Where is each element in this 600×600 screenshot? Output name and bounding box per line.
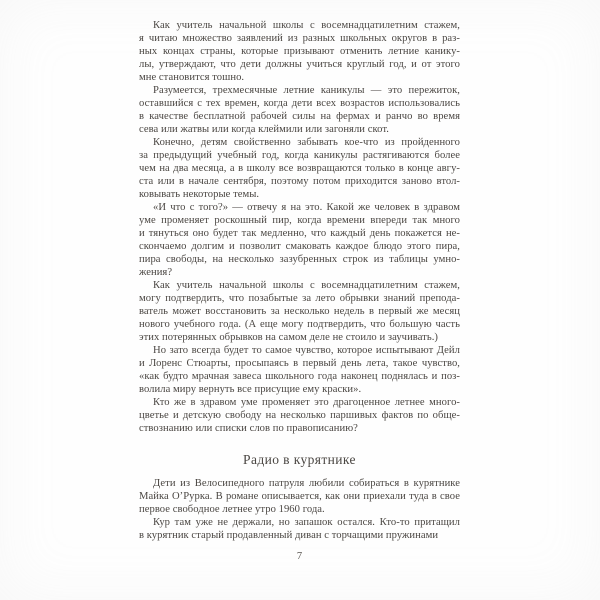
paragraph: [139, 136, 460, 201]
text-line: «И что с того?» — отвечу я на это. Какой же человек в здравом: [153, 202, 460, 213]
paragraph: [139, 279, 460, 344]
text-line: ковывать некоторые темы.: [139, 189, 260, 200]
paragraph: [139, 201, 460, 279]
text-line: Кур там уже не держали, но запашок остался. Кто-то притащил: [153, 517, 460, 528]
text-line: пира свободы, на несколько зазубренных строк из таблицы умно-: [139, 254, 460, 265]
text-line: могу подтвердить, что позабытые за лето обрывки знаний препода-: [139, 293, 460, 304]
text-line: волила миру вернуть все присущие ему краски».: [139, 384, 362, 395]
text-line: и тянуться оно будет так медленно, что каждый день покажется не-: [139, 228, 460, 239]
section-text-block: [139, 477, 460, 542]
section-heading: Радио в курятнике: [243, 452, 356, 467]
text-line: лы, утверждают, что дети должны учиться круглый год, и от этого: [139, 59, 460, 70]
text-line: ствознанию или списки слов по правописанию?: [139, 423, 358, 434]
paragraph: [139, 84, 460, 136]
text-line: Как учитель начальной школы с восемнадцатилетним стажем,: [153, 280, 460, 291]
paragraph: [139, 19, 460, 84]
paragraph: [139, 344, 460, 396]
text-line: «как будто мрачная завеса школьного года наконец поднялась и поз-: [139, 371, 460, 382]
text-line: скончаемо долгим и позволит смаковать каждое блюдо этого пира,: [139, 241, 460, 252]
text-line: Кто же в здравом уме променяет это драгоценное летнее много-: [153, 397, 460, 408]
text-line: жения?: [139, 267, 173, 278]
paragraph: [139, 396, 460, 435]
text-line: этих потерянных обрывков на самом деле не стоило и заучивать.): [139, 332, 439, 343]
text-line: сева или жатвы или когда клеймили или загоняли скот.: [139, 124, 389, 135]
text-line: Разумеется, трехмесячные летние каникулы — это пережиток,: [153, 85, 460, 96]
text-line: я читаю множество заявлений из разных школьных округов в раз-: [139, 33, 460, 44]
text-line: ста или в начале сентября, поэтому потом приходится заново втол-: [139, 176, 460, 187]
text-line: первое свободное летнее утро 1960 года.: [139, 504, 325, 515]
text-line: нового учебного года. (А еще могу подтвердить, что большую часть: [139, 319, 460, 330]
text-line: за предыдущий учебный год, когда каникулы растягиваются более: [139, 150, 460, 161]
text-line: в курятник старый продавленный диван с торчащими пружинами: [139, 530, 439, 541]
text-line: Но зато всегда будет то самое чувство, которое испытывают Дейл: [153, 345, 460, 356]
text-line: Конечно, детям свойственно забывать кое-что из пройденного: [153, 137, 460, 148]
main-text-block: [139, 19, 460, 435]
text-line: Дети из Велосипедного патруля любили собираться в курятнике: [153, 478, 460, 489]
text-line: оставшийся с тех времен, когда дети всех возрастов использовались: [139, 98, 460, 109]
text-line: ватель может восстановить за несколько недель в первый же месяц: [139, 306, 460, 317]
text-line: чем на два месяца, а в школу все возвращаются только в конце авгу-: [139, 163, 460, 174]
paragraph: [139, 477, 460, 516]
paragraph: [139, 516, 460, 542]
text-line: ных концах страны, которые призывают отменить летние канику-: [139, 46, 460, 57]
text-line: и Лоренс Стюарты, просыпаясь в первый день лета, такое чувство,: [139, 358, 460, 369]
text-line: цветье и детскую свободу на несколько паршивых фактов по обще-: [139, 410, 460, 421]
text-line: Майка О’Рурка. В романе описывается, как они приехали туда в свое: [139, 491, 460, 502]
page-number: 7: [296, 551, 303, 562]
text-line: Как учитель начальной школы с восемнадцатилетним стажем,: [153, 20, 460, 31]
text-line: уме променяет роскошный пир, когда времени впереди так много: [139, 215, 460, 226]
text-line: в качестве бесплатной рабочей силы на фермах и ранчо во время: [139, 111, 460, 122]
text-line: мне становится тошно.: [139, 72, 245, 83]
